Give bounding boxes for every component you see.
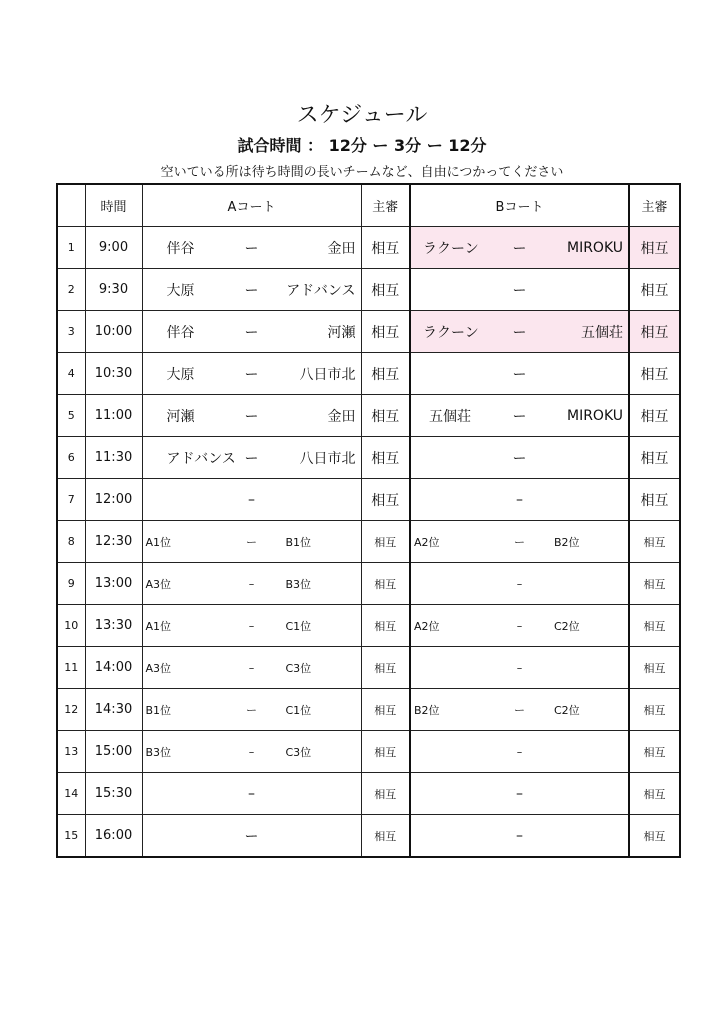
court-b-match bbox=[410, 731, 629, 773]
match-time-subtitle: 試合時間 ： 12分 ー 3分 ー 12分 bbox=[237, 136, 487, 155]
court-a-team-1: アドバンス bbox=[166, 450, 236, 467]
row-number: 9 bbox=[57, 563, 85, 605]
table-row bbox=[57, 689, 680, 731]
court-b-team-2: 五個荘 bbox=[581, 324, 623, 341]
court-a-match bbox=[142, 269, 361, 311]
table-row bbox=[57, 647, 680, 689]
court-a-match bbox=[142, 395, 361, 437]
court-a-team-2: 八日市北 bbox=[299, 450, 356, 467]
court-a-separator: ー bbox=[244, 324, 259, 341]
match-time: 15:00 bbox=[85, 731, 142, 773]
court-a-referee: 相互 bbox=[361, 437, 410, 479]
court-b-referee: 相互 bbox=[629, 563, 680, 605]
header-no bbox=[57, 184, 85, 227]
court-b-team-1: ラクーン bbox=[423, 240, 479, 257]
court-a-team-2: C1位 bbox=[285, 703, 312, 717]
page-title: スケジュール bbox=[296, 103, 428, 128]
court-b-team-2: C2位 bbox=[554, 703, 580, 717]
court-a-team-2: 金田 bbox=[327, 240, 356, 257]
court-a-team-1: A3位 bbox=[145, 661, 172, 675]
match-time: 15:30 bbox=[85, 773, 142, 815]
row-number: 7 bbox=[57, 479, 85, 521]
court-a-match bbox=[142, 731, 361, 773]
court-b-match bbox=[410, 311, 629, 353]
row-number: 6 bbox=[57, 437, 85, 479]
court-a-team-2: 金田 bbox=[327, 408, 356, 425]
court-b-separator: – bbox=[516, 661, 523, 674]
court-b-match bbox=[410, 437, 629, 479]
court-a-separator: ー bbox=[246, 703, 257, 717]
court-b-separator: – bbox=[516, 827, 523, 844]
court-a-match bbox=[142, 815, 361, 858]
court-a-referee: 相互 bbox=[361, 815, 410, 858]
court-b-match bbox=[410, 773, 629, 815]
match-time: 9:30 bbox=[85, 269, 142, 311]
court-b-separator: – bbox=[516, 619, 523, 632]
court-b-match bbox=[410, 353, 629, 395]
court-a-team-1: A1位 bbox=[145, 619, 172, 633]
court-a-referee: 相互 bbox=[361, 563, 410, 605]
court-b-referee: 相互 bbox=[629, 815, 680, 858]
court-b-match bbox=[410, 395, 629, 437]
row-number: 15 bbox=[57, 815, 85, 858]
match-time: 10:30 bbox=[85, 353, 142, 395]
court-b-referee: 相互 bbox=[629, 437, 680, 479]
court-b-separator: ー bbox=[512, 450, 527, 467]
match-time: 14:30 bbox=[85, 689, 142, 731]
court-a-referee: 相互 bbox=[361, 395, 410, 437]
match-time: 9:00 bbox=[85, 227, 142, 269]
court-b-separator: ー bbox=[512, 324, 527, 341]
table-row bbox=[57, 521, 680, 563]
court-a-separator: ー bbox=[244, 240, 259, 257]
court-b-separator: ー bbox=[512, 366, 527, 383]
header-court-b: Bコート bbox=[410, 184, 629, 227]
header-referee-b: 主審 bbox=[629, 184, 680, 227]
court-a-team-2: C3位 bbox=[285, 745, 312, 759]
court-a-match bbox=[142, 311, 361, 353]
row-number: 3 bbox=[57, 311, 85, 353]
court-b-team-1: B2位 bbox=[414, 703, 440, 717]
court-a-match bbox=[142, 353, 361, 395]
court-a-separator: ー bbox=[244, 408, 259, 425]
court-b-match bbox=[410, 269, 629, 311]
row-number: 11 bbox=[57, 647, 85, 689]
row-number: 5 bbox=[57, 395, 85, 437]
court-b-match bbox=[410, 563, 629, 605]
row-number: 12 bbox=[57, 689, 85, 731]
table-row bbox=[57, 437, 680, 479]
court-a-team-1: 伴谷 bbox=[166, 324, 195, 341]
court-a-team-2: 河瀬 bbox=[327, 324, 356, 341]
court-b-referee: 相互 bbox=[629, 269, 680, 311]
court-b-referee: 相互 bbox=[629, 353, 680, 395]
court-a-team-1: A1位 bbox=[145, 535, 172, 549]
court-b-team-2: MIROKU bbox=[566, 239, 623, 256]
court-a-match bbox=[142, 437, 361, 479]
court-a-separator: ー bbox=[244, 282, 259, 299]
court-b-separator: ー bbox=[512, 282, 527, 299]
table-row bbox=[57, 605, 680, 647]
court-a-referee: 相互 bbox=[361, 521, 410, 563]
court-b-team-1: 五個荘 bbox=[429, 408, 471, 425]
court-a-referee: 相互 bbox=[361, 773, 410, 815]
court-a-separator: – bbox=[248, 661, 255, 674]
court-a-team-2: C1位 bbox=[285, 619, 312, 633]
match-time: 11:00 bbox=[85, 395, 142, 437]
table-row bbox=[57, 353, 680, 395]
schedule-table bbox=[56, 183, 681, 858]
row-number: 14 bbox=[57, 773, 85, 815]
table-row bbox=[57, 269, 680, 311]
row-number: 4 bbox=[57, 353, 85, 395]
court-b-separator: – bbox=[516, 785, 523, 802]
court-a-separator: – bbox=[248, 785, 255, 802]
table-header-row bbox=[57, 184, 680, 227]
table-row bbox=[57, 773, 680, 815]
court-a-separator: – bbox=[248, 577, 255, 590]
row-number: 2 bbox=[57, 269, 85, 311]
court-a-match bbox=[142, 605, 361, 647]
court-a-referee: 相互 bbox=[361, 731, 410, 773]
court-a-team-2: B3位 bbox=[285, 577, 312, 591]
court-b-referee: 相互 bbox=[629, 731, 680, 773]
court-b-match bbox=[410, 815, 629, 858]
court-a-referee: 相互 bbox=[361, 647, 410, 689]
court-b-team-2: B2位 bbox=[554, 535, 580, 549]
court-b-separator: ー bbox=[514, 703, 525, 717]
table-row bbox=[57, 395, 680, 437]
court-b-separator: – bbox=[516, 577, 523, 590]
court-a-team-1: B1位 bbox=[145, 703, 172, 717]
court-b-referee: 相互 bbox=[629, 227, 680, 269]
table-row bbox=[57, 815, 680, 858]
court-b-referee: 相互 bbox=[629, 395, 680, 437]
court-a-separator: ー bbox=[244, 366, 259, 383]
court-a-match bbox=[142, 563, 361, 605]
court-b-separator: – bbox=[516, 491, 523, 508]
match-time: 16:00 bbox=[85, 815, 142, 858]
court-b-separator: ー bbox=[512, 240, 527, 257]
court-b-match bbox=[410, 479, 629, 521]
court-a-separator: ー bbox=[244, 450, 259, 467]
court-a-match bbox=[142, 479, 361, 521]
court-a-team-2: C3位 bbox=[285, 661, 312, 675]
match-time: 11:30 bbox=[85, 437, 142, 479]
court-a-referee: 相互 bbox=[361, 353, 410, 395]
header-time: 時間 bbox=[85, 184, 142, 227]
court-a-referee: 相互 bbox=[361, 689, 410, 731]
court-a-referee: 相互 bbox=[361, 311, 410, 353]
court-a-match bbox=[142, 521, 361, 563]
court-a-team-1: 伴谷 bbox=[166, 240, 195, 257]
usage-note: 空いている所は待ち時間の長いチームなど、自由につかってください bbox=[160, 165, 564, 180]
court-b-team-2: MIROKU bbox=[566, 407, 623, 424]
court-b-match bbox=[410, 605, 629, 647]
match-time: 12:30 bbox=[85, 521, 142, 563]
court-b-team-1: A2位 bbox=[414, 619, 440, 633]
court-b-referee: 相互 bbox=[629, 521, 680, 563]
court-a-team-1: 大原 bbox=[166, 282, 195, 299]
table-row bbox=[57, 563, 680, 605]
court-b-separator: – bbox=[516, 745, 523, 758]
court-a-referee: 相互 bbox=[361, 605, 410, 647]
court-a-separator: – bbox=[248, 619, 255, 632]
court-a-separator: ー bbox=[246, 535, 257, 549]
court-b-match bbox=[410, 647, 629, 689]
table-row bbox=[57, 479, 680, 521]
court-b-team-1: ラクーン bbox=[423, 324, 479, 341]
court-a-team-1: A3位 bbox=[145, 577, 172, 591]
court-b-team-2: C2位 bbox=[554, 619, 580, 633]
match-time: 10:00 bbox=[85, 311, 142, 353]
court-b-referee: 相互 bbox=[629, 689, 680, 731]
row-number: 8 bbox=[57, 521, 85, 563]
court-a-team-2: 八日市北 bbox=[299, 366, 356, 383]
court-a-team-1: B3位 bbox=[145, 745, 172, 759]
court-b-referee: 相互 bbox=[629, 773, 680, 815]
court-b-separator: ー bbox=[512, 408, 527, 425]
court-a-match bbox=[142, 689, 361, 731]
court-a-separator: – bbox=[248, 745, 255, 758]
court-a-referee: 相互 bbox=[361, 227, 410, 269]
row-number: 1 bbox=[57, 227, 85, 269]
court-b-referee: 相互 bbox=[629, 311, 680, 353]
table-row bbox=[57, 731, 680, 773]
court-b-referee: 相互 bbox=[629, 647, 680, 689]
court-a-match bbox=[142, 773, 361, 815]
match-time: 14:00 bbox=[85, 647, 142, 689]
court-b-referee: 相互 bbox=[629, 605, 680, 647]
court-b-match bbox=[410, 521, 629, 563]
court-a-separator: ー bbox=[244, 828, 259, 845]
court-b-referee: 相互 bbox=[629, 479, 680, 521]
row-number: 13 bbox=[57, 731, 85, 773]
court-b-match bbox=[410, 689, 629, 731]
court-b-separator: ー bbox=[514, 535, 525, 549]
table-row bbox=[57, 227, 680, 269]
court-a-team-2: アドバンス bbox=[286, 282, 356, 299]
court-a-referee: 相互 bbox=[361, 269, 410, 311]
court-a-match bbox=[142, 647, 361, 689]
header-court-a: Aコート bbox=[142, 184, 361, 227]
row-number: 10 bbox=[57, 605, 85, 647]
header-referee-a: 主審 bbox=[361, 184, 410, 227]
court-a-team-1: 河瀬 bbox=[166, 408, 195, 425]
court-a-team-1: 大原 bbox=[166, 366, 195, 383]
match-time: 13:30 bbox=[85, 605, 142, 647]
match-time: 12:00 bbox=[85, 479, 142, 521]
court-a-referee: 相互 bbox=[361, 479, 410, 521]
court-b-team-1: A2位 bbox=[414, 535, 440, 549]
court-a-separator: – bbox=[248, 491, 255, 508]
court-a-match bbox=[142, 227, 361, 269]
court-b-match bbox=[410, 227, 629, 269]
match-time: 13:00 bbox=[85, 563, 142, 605]
table-row bbox=[57, 311, 680, 353]
court-a-team-2: B1位 bbox=[285, 535, 312, 549]
